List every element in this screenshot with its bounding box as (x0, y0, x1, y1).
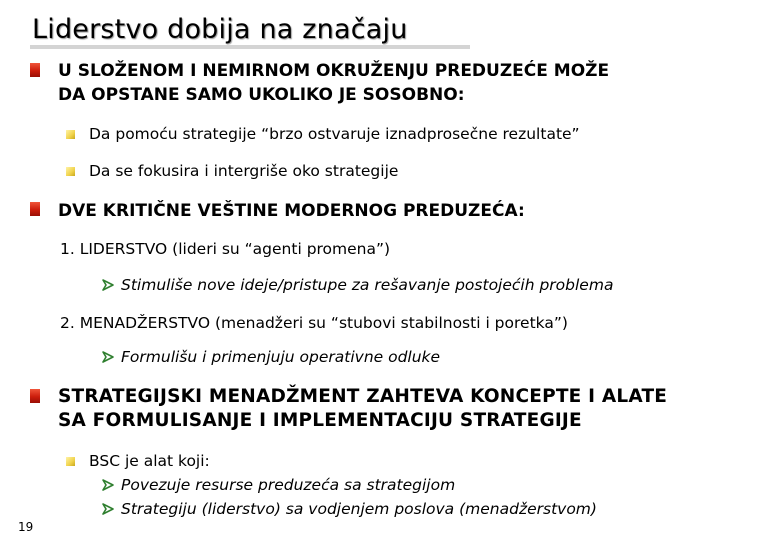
title-underline (30, 45, 470, 49)
arrow-bullet-icon (101, 502, 115, 516)
section3-sub-2: Strategiju (liderstvo) sa vodjenjem poslova (menadžerstvom) (121, 500, 597, 518)
section3-heading-line1: STRATEGIJSKI MENADŽMENT ZAHTEVA KONCEPTE I ALATE (58, 386, 668, 407)
section1-bullet-2: Da se fokusira i intergriše oko strategije (89, 162, 399, 180)
section1-bullet-1: Da pomoću strategije “brzo ostvaruje iznadprosečne rezultate” (89, 125, 580, 143)
section3-bullet: BSC je alat koji: (89, 452, 210, 470)
section2-item-2-sub: Formulišu i primenjuju operativne odluke (121, 348, 441, 366)
section2-item-1: 1. LIDERSTVO (lideri su “agenti promena”) (60, 240, 391, 258)
page-number: 19 (18, 520, 34, 534)
section3-sub-1: Povezuje resurse preduzeća sa strategijom (121, 476, 456, 494)
section2-heading: DVE KRITIČNE VEŠTINE MODERNOG PREDUZEĆA: (58, 201, 525, 221)
arrow-bullet-icon (101, 478, 115, 492)
arrow-bullet-icon (101, 278, 115, 292)
section3-heading-line2: SA FORMULISANJE I IMPLEMENTACIJU STRATEGIJE (58, 410, 582, 431)
yellow-square-bullet-icon (66, 457, 75, 466)
section2-item-2: 2. MENADŽERSTVO (menadžeri su “stubovi stabilnosti i poretka”) (60, 314, 568, 332)
yellow-square-bullet-icon (66, 130, 75, 139)
red-square-bullet-icon (30, 63, 40, 77)
red-square-bullet-icon (30, 202, 40, 216)
section1-heading-line2: DA OPSTANE SAMO UKOLIKO JE SOSOBNO: (58, 85, 465, 105)
slide-title: Liderstvo dobija na značaju (32, 14, 408, 45)
arrow-bullet-icon (101, 350, 115, 364)
red-square-bullet-icon (30, 389, 40, 403)
yellow-square-bullet-icon (66, 167, 75, 176)
section2-item-1-sub: Stimuliše nove ideje/pristupe za rešavanje postojećih problema (121, 276, 614, 294)
section1-heading-line1: U SLOŽENOM I NEMIRNOM OKRUŽENJU PREDUZEĆE MOŽE (58, 61, 610, 81)
